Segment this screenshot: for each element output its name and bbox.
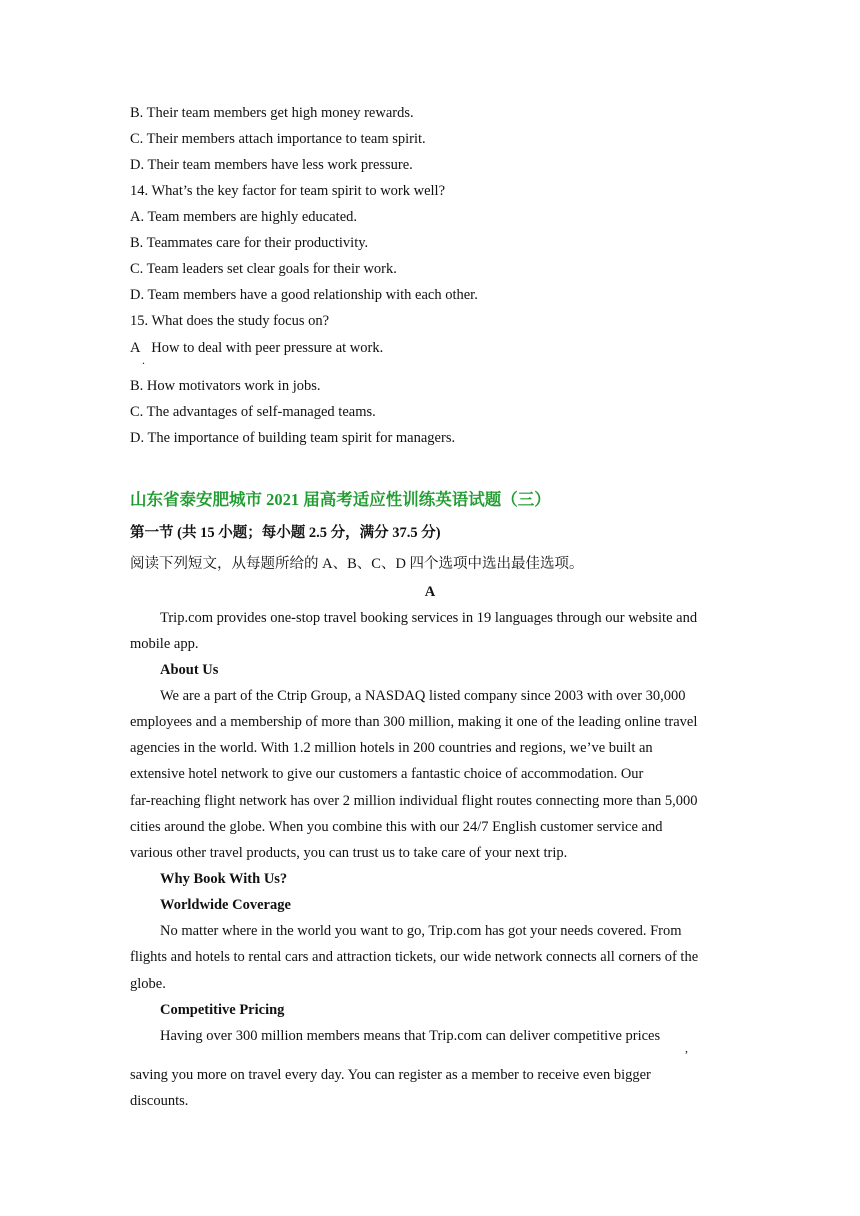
q14-option-a: A. Team members are highly educated. bbox=[130, 209, 358, 225]
q15-option-b: B. How motivators work in jobs. bbox=[130, 378, 321, 394]
pricing-line-3: discounts. bbox=[130, 1093, 189, 1109]
passage-intro-line-2: mobile app. bbox=[130, 636, 199, 652]
exam-section: 第一节 (共 15 小题；每小题 2.5 分，满分 37.5 分) bbox=[130, 525, 441, 541]
q15-option-a-text: How to deal with peer pressure at work. bbox=[151, 340, 384, 356]
q13-option-d: D. Their team members have less work pressure. bbox=[130, 157, 413, 173]
about-line-3: agencies in the world. With 1.2 million hotels in 200 countries and regions, we’ve built an bbox=[130, 740, 653, 756]
coverage-line-3: globe. bbox=[130, 976, 166, 992]
pricing-heading: Competitive Pricing bbox=[160, 1002, 285, 1018]
q13-option-b: B. Their team members get high money rewards. bbox=[130, 105, 414, 121]
q15-option-a-letter: A bbox=[130, 340, 140, 356]
q14-option-d: D. Team members have a good relationship with each other. bbox=[130, 287, 478, 303]
coverage-line-2: flights and hotels to rental cars and attraction tickets, our wide network connects all corners of the bbox=[130, 949, 699, 965]
q15-option-c: C. The advantages of self-managed teams. bbox=[130, 404, 376, 420]
q14-option-b: B. Teammates care for their productivity. bbox=[130, 235, 369, 251]
why-heading: Why Book With Us? bbox=[160, 871, 288, 887]
passage-label: A bbox=[424, 584, 436, 600]
about-line-6: cities around the globe. When you combine this with our 24/7 English customer service and bbox=[130, 819, 663, 835]
about-heading: About Us bbox=[160, 662, 219, 678]
coverage-heading: Worldwide Coverage bbox=[160, 897, 291, 913]
pricing-line-1: Having over 300 million members means that Trip.com can deliver competitive prices bbox=[160, 1028, 661, 1044]
q14-option-c: C. Team leaders set clear goals for their work. bbox=[130, 261, 397, 277]
passage-intro-line-1: Trip.com provides one-stop travel booking services in 19 languages through our website and bbox=[160, 610, 698, 626]
about-line-5: far-reaching flight network has over 2 million individual flight routes connecting more than 5,000 bbox=[130, 793, 698, 809]
exam-title: 山东省泰安肥城市 2021 届高考适应性训练英语试题（三） bbox=[130, 490, 551, 509]
about-line-1: We are a part of the Ctrip Group, a NASDAQ listed company since 2003 with over 30,000 bbox=[160, 688, 686, 704]
q14-stem: 14. What’s the key factor for team spirit to work well? bbox=[130, 183, 446, 199]
document-page bbox=[130, 0, 730, 1216]
q15-option-d: D. The importance of building team spirit for managers. bbox=[130, 430, 456, 446]
about-line-4: extensive hotel network to give our customers a fantastic choice of accommodation. Our bbox=[130, 766, 644, 782]
q15-option-a-dot: . bbox=[142, 353, 145, 367]
q15-option-a bbox=[130, 339, 383, 357]
about-line-7: various other travel products, you can trust us to take care of your next trip. bbox=[130, 845, 568, 861]
coverage-line-1: No matter where in the world you want to go, Trip.com has got your needs covered. From bbox=[160, 923, 682, 939]
q13-option-c: C. Their members attach importance to team spirit. bbox=[130, 131, 426, 147]
pricing-comma: , bbox=[685, 1041, 688, 1055]
exam-instruction: 阅读下列短文，从每题所给的 A、B、C、D 四个选项中选出最佳选项。 bbox=[130, 556, 584, 572]
pricing-line-2: saving you more on travel every day. You can register as a member to receive even bigger bbox=[130, 1067, 651, 1083]
about-line-2: employees and a membership of more than 300 million, making it one of the leading online travel bbox=[130, 714, 698, 730]
q15-stem: 15. What does the study focus on? bbox=[130, 313, 330, 329]
